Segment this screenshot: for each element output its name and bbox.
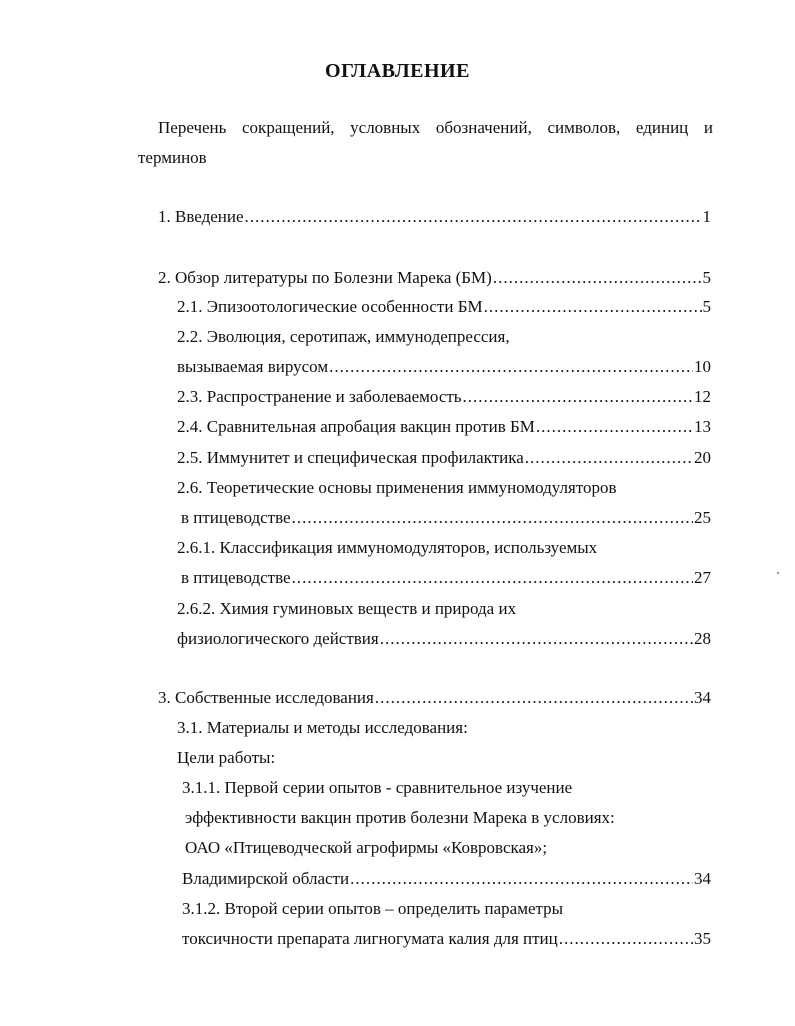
toc-entry-text: 2.3. Распространение и заболеваемость [177,387,462,406]
dot-leader [484,296,702,318]
dot-leader [525,447,693,469]
dot-leader [559,928,693,950]
toc-entry-intro [158,206,711,228]
dot-leader [463,386,693,408]
toc-entry-text: 3. Собственные исследования [158,688,374,707]
toc-page-number: 1 [702,207,711,226]
toc-entry-text: в птицеводстве [181,508,291,527]
toc-page-number: 5 [702,268,711,287]
toc-entry-text: в птицеводстве [181,568,291,587]
toc-page-number: 13 [694,417,711,436]
toc-entry-3-1-line2: Цели работы: [177,748,276,767]
scan-speck [777,572,779,574]
toc-page-number: 28 [694,629,711,648]
toc-entry-review [158,267,711,289]
toc-entry-2-6-2 [177,628,711,650]
toc-entry-2-3 [177,386,711,408]
toc-entry-2-6-1 [181,567,711,589]
toc-entry-2-4 [177,416,711,438]
toc-entry-2-2 [177,356,711,378]
toc-entry-2-6-1-line1: 2.6.1. Классификация иммуномодуляторов, используемых [177,538,598,557]
toc-entry-text: 2.4. Сравнительная апробация вакцин против БМ [177,417,535,436]
toc-page-number: 5 [702,297,711,316]
toc-entry-3-1-line1: 3.1. Материалы и методы исследования: [177,718,468,737]
dot-leader [350,868,693,890]
toc-entry-text: Владимирской области [182,869,350,888]
toc-entry-text: 1. Введение [158,207,244,226]
abbreviations-heading-line1: Перечень сокращений, условных обозначений, символов, единиц и [158,118,713,137]
toc-page-number: 20 [694,448,711,467]
toc-entry-2-1 [177,296,711,318]
dot-leader [292,567,693,589]
toc-entry-text: вызываемая вирусом [177,357,329,376]
dot-leader [292,507,693,529]
dot-leader [380,628,693,650]
toc-entry-2-5 [177,447,711,469]
toc-page-number: 34 [694,869,711,888]
toc-entry-3-1-1-line2: эффективности вакцин против болезни Марека в условиях: [185,808,615,827]
dot-leader [536,416,693,438]
toc-page-number: 27 [694,568,711,587]
page-title: ОГЛАВЛЕНИЕ [325,60,470,82]
toc-entry-text: физиологического действия [177,629,379,648]
toc-page-number: 25 [694,508,711,527]
toc-page-number: 34 [694,688,711,707]
toc-page-number: 12 [694,387,711,406]
toc-entry-2-6-2-line1: 2.6.2. Химия гуминовых веществ и природа их [177,599,517,618]
toc-entry-own-research [158,687,711,709]
toc-entry-3-1-1 [182,868,711,890]
toc-entry-text: 2.5. Иммунитет и специфическая профилактика [177,448,524,467]
toc-page-number: 35 [694,929,711,948]
toc-entry-text: токсичности препарата лигногумата калия для птиц [182,929,558,948]
toc-entry-3-1-2-line1: 3.1.2. Второй серии опытов – определить параметры [182,899,564,918]
dot-leader [493,267,702,289]
toc-entry-2-6-line1: 2.6. Теоретические основы применения иммуномодуляторов [177,478,617,497]
toc-entry-3-1-1-line1: 3.1.1. Первой серии опытов - сравнительное изучение [182,778,573,797]
dot-leader [375,687,693,709]
toc-entry-text: 2. Обзор литературы по Болезни Марека (БМ) [158,268,492,287]
toc-entry-text: 2.1. Эпизоотологические особенности БМ [177,297,483,316]
toc-entry-2-2-line1: 2.2. Эволюция, серотипаж, иммунодепрессия, [177,327,510,346]
toc-entry-3-1-1-line3: ОАО «Птицеводческой агрофирмы «Ковровская»; [185,838,548,857]
toc-entry-2-6 [181,507,711,529]
toc-page-number: 10 [694,357,711,376]
abbreviations-heading-line2: терминов [138,148,207,167]
dot-leader [245,206,702,228]
toc-entry-3-1-2 [182,928,711,950]
dot-leader [329,356,693,378]
